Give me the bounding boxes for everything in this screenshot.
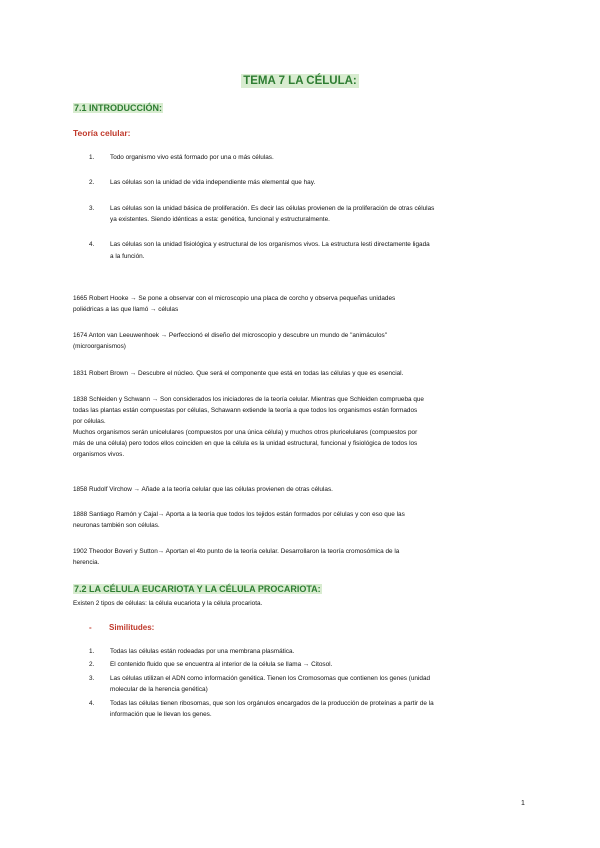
history-paragraph: 1838 Schleiden y Schwann → Son considerados los iniciadores de la teoría celular. Mientras que Schleiden comprueba que todas las plantas están compuestas por células, Schawann extiende la teoría a que todos los organismos están formados por células. Muchos organismos serán unicelulares (compuestos por una única célula) y muchos otros pluricelulares (compuestos por más de una célula) pero todos ellos coinciden en que la célula es la unidad estructural, funcional y fisiológica de todos los organismos vivos. [73,396,424,458]
history-paragraph: 1674 Anton van Leeuwenhoek → Perfeccionó el diseño del microscopio y descubre un mundo de "animáculos" (microorganismos) [73,332,387,350]
page-number: 1 [521,800,525,807]
history-paragraph: 1665 Robert Hooke → Se pone a observar con el microscopio una placa de corcho y observa pequeñas unidades poliédricas a las que llamó → células [73,295,396,313]
list-item: 3. Las células utilizan el ADN como información genética. Tienen los Cromosomas que contienen los genes (unidad molecular de la herencia genética) [89,675,431,693]
document-page: TEMA 7 LA CÉLULA: 7.1 INTRODUCCIÓN: Teoría celular: 1. Todo organismo vivo está formado por una o más células. 2. Las células son la unidad de vida independiente más elemental que hay. 3. Las células son la unidad básica de proliferación. Es decir las células provienen de la proliferación de otras células ya existentes. Siendo idénticas a esta: genética, funcional y estructuralmente. 4. Las células son la unidad fisiológica y estructural de los organismos vivos. La estructura lesti directamente ligada a la función. 1665 Robert Hooke → Se pone a observar con el microscopio una placa de corcho y observa pequeñas unidades poliédricas a las que llamó → células 1674 Anton van Leeuwenhoek → Perfeccionó el diseño del microscopio y descubre un mundo de "animáculos" (microorganismos) 1831 Robert Brown → Descubre el núcleo. Que será el componente que está en todas las células y que es esencial. 1838 Schleiden y Schwann → Son considerados los iniciadores de la teoría celular. Mientras que Schleiden comprueba que todas las plantas están compuestas por células, Schawann extiende la teoría a que todos los organismos están formados por células. Muchos organismos serán unicelulares (compuestos por una única célula) y muchos otros pluricelulares (compuestos por más de una célula) pero todos ellos coinciden en que la célula es la unidad estructural, funcional y fisiológica de todos los organismos vivos. 1858 Rudolf Virchow → Añade a la teoría celular que las células provienen de otras células. 1888 Santiago Ramón y Cajal→ Aporta a la teoría que todos los tejidos están formados por células y con eso que las neuronas también son células. 1902 Theodor Boveri y Sutton→ Aportan el 4to punto de la teoría celular. Desarrollaron la teoría cromosómica de la herencia. 7.2 LA CÉLULA EUCARIOTA Y LA CÉLULA PROCARIOTA: Existen 2 tipos de células: la célula eucariota y la célula procariota. - Similitudes: 1. Todas las células están rodeadas por una membrana plasmática. 2. El contenido fluido que se encuentra al interior de la célula se llama → Citosol. 3. Las células utilizan el ADN como información genética. Tienen los Cromosomas que contienen los genes (unidad molecular de la herencia genética) 4. Todas las células tienen ribosomas, que son los orgánulos encargados de la producción de proteínas a partir de la información que le llevan los genes. 1 [0,0,600,848]
history-paragraph: 1888 Santiago Ramón y Cajal→ Aporta a la teoría que todos los tejidos están formados por células y con eso que las neuronas también son células. [73,511,405,529]
history-paragraph: 1831 Robert Brown → Descubre el núcleo. Que será el componente que está en todas las células y que es esencial. [73,370,404,377]
list-item: 3. Las células son la unidad básica de proliferación. Es decir las células provienen de la proliferación de otras células ya existentes. Siendo idénticas a esta: genética, funcional y estructuralmente. [89,205,435,223]
page-title: TEMA 7 LA CÉLULA: [243,75,357,87]
section-heading-eucariota-procariota: 7.2 LA CÉLULA EUCARIOTA Y LA CÉLULA PROCARIOTA: [74,584,321,594]
subheading-similitudes: - Similitudes: [89,623,155,632]
subheading-teoria-celular: Teoría celular: [73,128,131,138]
list-item: 4. Las células son la unidad fisiológica y estructural de los organismos vivos. La estructura lesti directamente ligada a la función. [89,241,430,260]
history-paragraph: 1858 Rudolf Virchow → Añade a la teoría celular que las células provienen de otras células. [73,486,333,493]
history-paragraph: 1902 Theodor Boveri y Sutton→ Aportan el 4to punto de la teoría celular. Desarrollaron la teoría cromosómica de la herencia. [73,548,400,566]
section-heading-introduccion: 7.1 INTRODUCCIÓN: [74,103,163,113]
list-item: 4. Todas las células tienen ribosomas, que son los orgánulos encargados de la producción de proteínas a partir de la información que le llevan los genes. [89,700,434,718]
section-intro: Existen 2 tipos de células: la célula eucariota y la célula procariota. [73,600,263,607]
